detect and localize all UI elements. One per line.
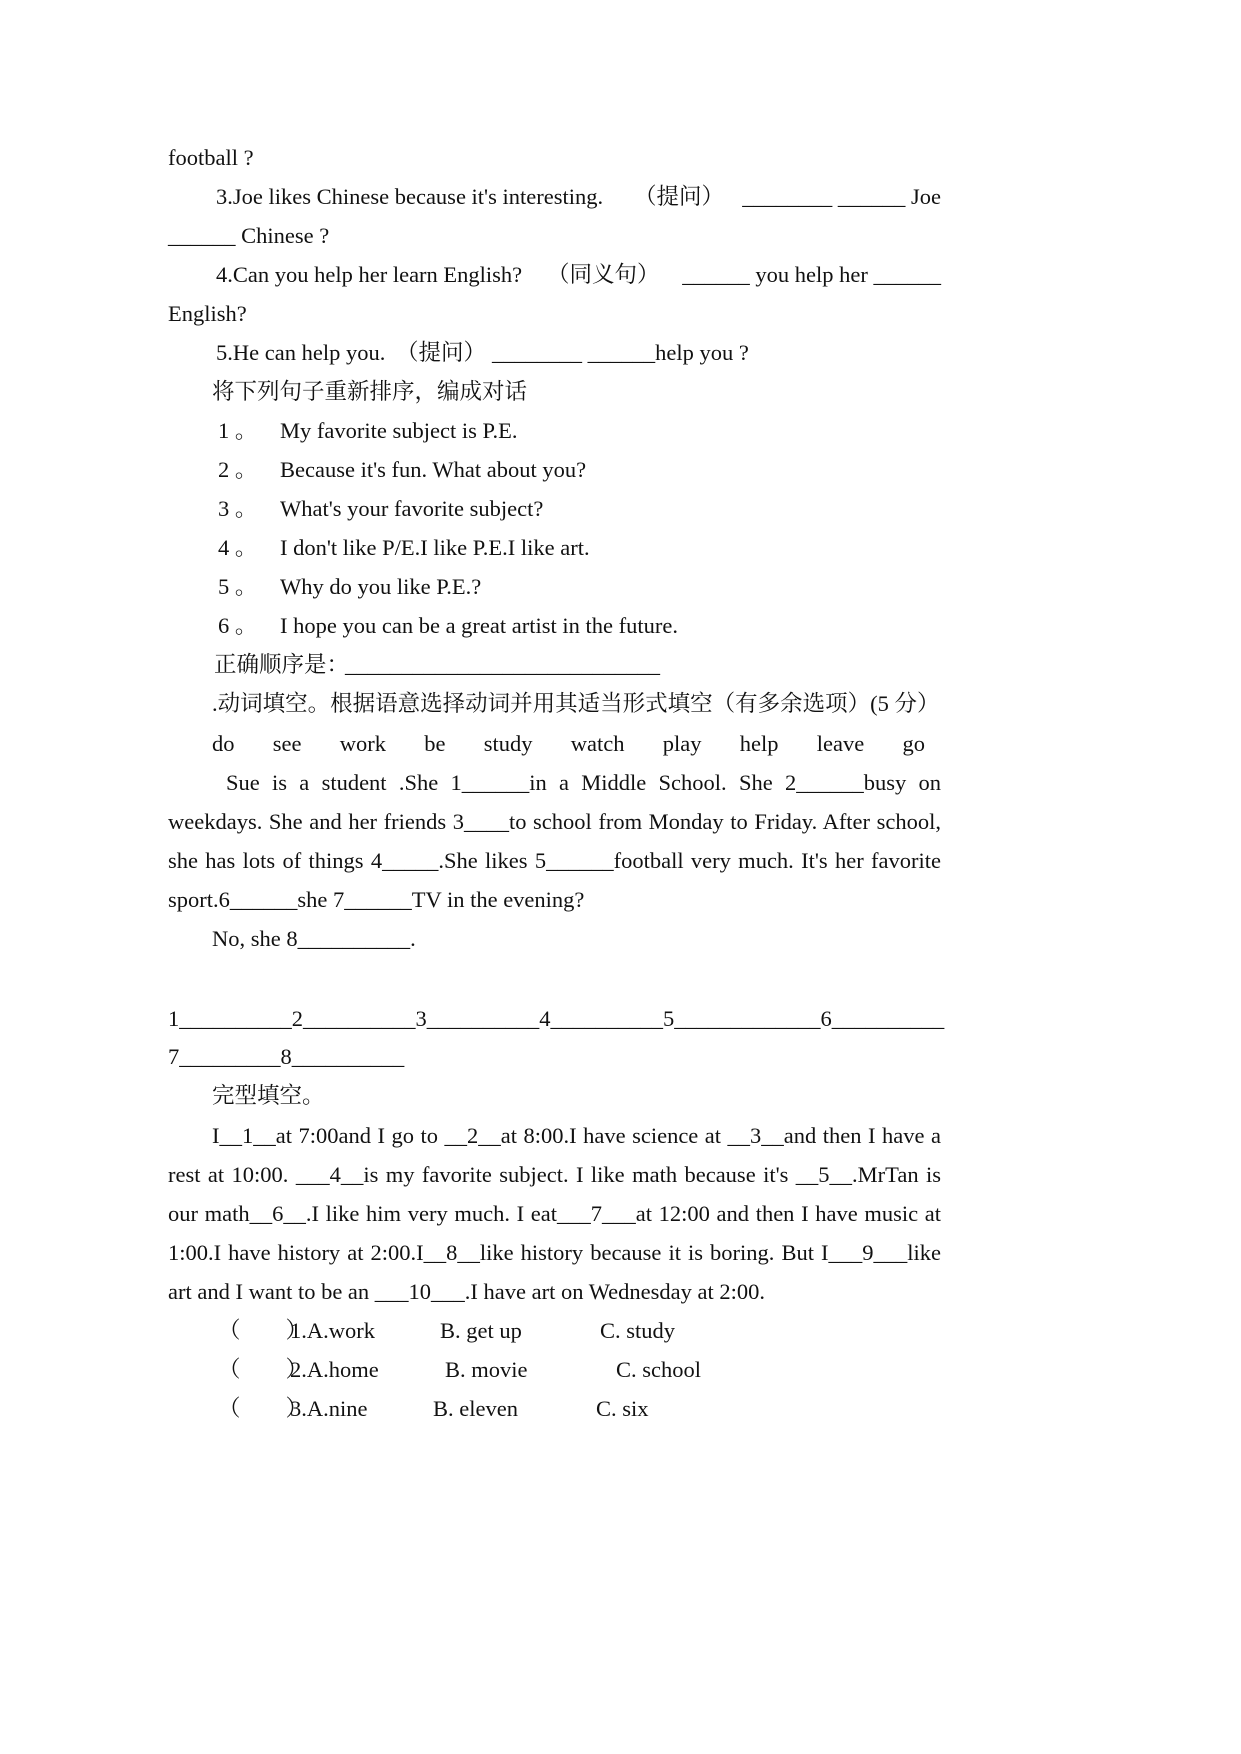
verb-word: help [739, 731, 779, 756]
reorder-item-number: 2 。 [218, 457, 258, 482]
verb-word: watch [570, 731, 625, 756]
reorder-answer-blank: ____________________________ [345, 652, 660, 677]
cloze-passage-line2: rest at 10:00. ___4__is my favorite subject. I like math because it's __5__.MrTan is [168, 1162, 941, 1187]
q3-hint: （提问） [634, 184, 725, 209]
reorder-item-text: I hope you can be a great artist in the future. [280, 613, 678, 638]
q3-line2: ______ Chinese ? [168, 223, 330, 248]
reorder-item-text: My favorite subject is P.E. [280, 418, 518, 443]
q5-blank: ________ ______help you ? [492, 340, 749, 365]
option-a: 3.A.nine [290, 1396, 368, 1421]
verb-word: do [212, 731, 235, 756]
reorder-item [218, 494, 544, 524]
reorder-item [218, 611, 678, 641]
reorder-item-number: 4 。 [218, 535, 258, 560]
verb-word: play [662, 731, 702, 756]
reorder-item [218, 416, 518, 446]
option-b: B. eleven [433, 1396, 518, 1421]
reorder-item-text: What's your favorite subject? [280, 496, 544, 521]
option-a: 1.A.work [290, 1318, 375, 1343]
cloze-passage-line5: art and I want to be an ___10___.I have art on Wednesday at 2:00. [168, 1279, 765, 1304]
verb-word: be [424, 731, 446, 756]
q4-line1-right: ______ you help her ______ [682, 262, 941, 287]
option-a: 2.A.home [290, 1357, 379, 1382]
option-b: B. movie [445, 1357, 528, 1382]
q5-hint: （提问） [396, 340, 487, 365]
answer-bracket: （ ） [218, 1318, 309, 1343]
reorder-item [218, 572, 482, 602]
reorder-item-number: 1 。 [218, 418, 258, 443]
verbs-passage-line2: weekdays. She and her friends 3____to school from Monday to Friday. After school, [168, 809, 941, 834]
q4-hint: （同义句） [547, 262, 660, 287]
q2-tail: football ? [168, 145, 254, 170]
verbs-passage-line1: Sue is a student .She 1______in a Middle School. She 2______busy on [226, 770, 941, 795]
verb-word: work [339, 731, 386, 756]
q4-line1-left: 4.Can you help her learn English? [216, 262, 523, 287]
reorder-answer-label: 正确顺序是： [214, 652, 350, 677]
verbs-passage-line3: she has lots of things 4_____.She likes 5______football very much. It's her favorite [168, 848, 941, 873]
option-b: B. get up [440, 1318, 522, 1343]
verbs-answer-blanks-row2: 7_________8__________ [168, 1044, 405, 1069]
q3-line1-right: ________ ______ Joe [742, 184, 941, 209]
reorder-heading: 将下列句子重新排序，编成对话 [212, 379, 528, 404]
verbs-passage-line5: No, she 8__________. [212, 926, 416, 951]
cloze-heading: 完型填空。 [212, 1083, 325, 1108]
reorder-item-number: 6 。 [218, 613, 258, 638]
answer-bracket: （ ） [218, 1396, 309, 1421]
q3-line1-left: 3.Joe likes Chinese because it's interesting. [216, 184, 604, 209]
cloze-passage-line4: 1:00.I have history at 2:00.I__8__like history because it is boring. But I___9___like [168, 1240, 941, 1265]
verb-word-bank [212, 729, 925, 759]
option-c: C. school [616, 1357, 702, 1382]
cloze-passage-line1: I__1__at 7:00and I go to __2__at 8:00.I have science at __3__and then I have a [212, 1123, 941, 1148]
verb-word: go [902, 731, 925, 756]
reorder-item-text: Why do you like P.E.? [280, 574, 482, 599]
reorder-item [218, 533, 590, 563]
cloze-passage-line3: our math__6__.I like him very much. I eat___7___at 12:00 and then I have music at [168, 1201, 941, 1226]
verb-word: leave [816, 731, 865, 756]
verbs-passage-line4: sport.6______she 7______TV in the evening? [168, 887, 585, 912]
verbs-answer-blanks-row1: 1__________2__________3__________4__________5_____________6__________ [168, 1006, 945, 1031]
reorder-item-text: Because it's fun. What about you? [280, 457, 587, 482]
reorder-item [218, 455, 587, 485]
option-c: C. six [596, 1396, 649, 1421]
answer-bracket: （ ） [218, 1357, 309, 1382]
q5-line: 5.He can help you. [216, 340, 386, 365]
reorder-item-text: I don't like P/E.I like P.E.I like art. [280, 535, 590, 560]
option-c: C. study [600, 1318, 676, 1343]
verb-word: see [272, 731, 302, 756]
reorder-item-number: 3 。 [218, 496, 258, 521]
verbs-heading: .动词填空。根据语意选择动词并用其适当形式填空（有多余选项）(5 分） [212, 691, 940, 716]
reorder-item-number: 5 。 [218, 574, 258, 599]
verb-word: study [483, 731, 533, 756]
q4-line2: English? [168, 301, 247, 326]
